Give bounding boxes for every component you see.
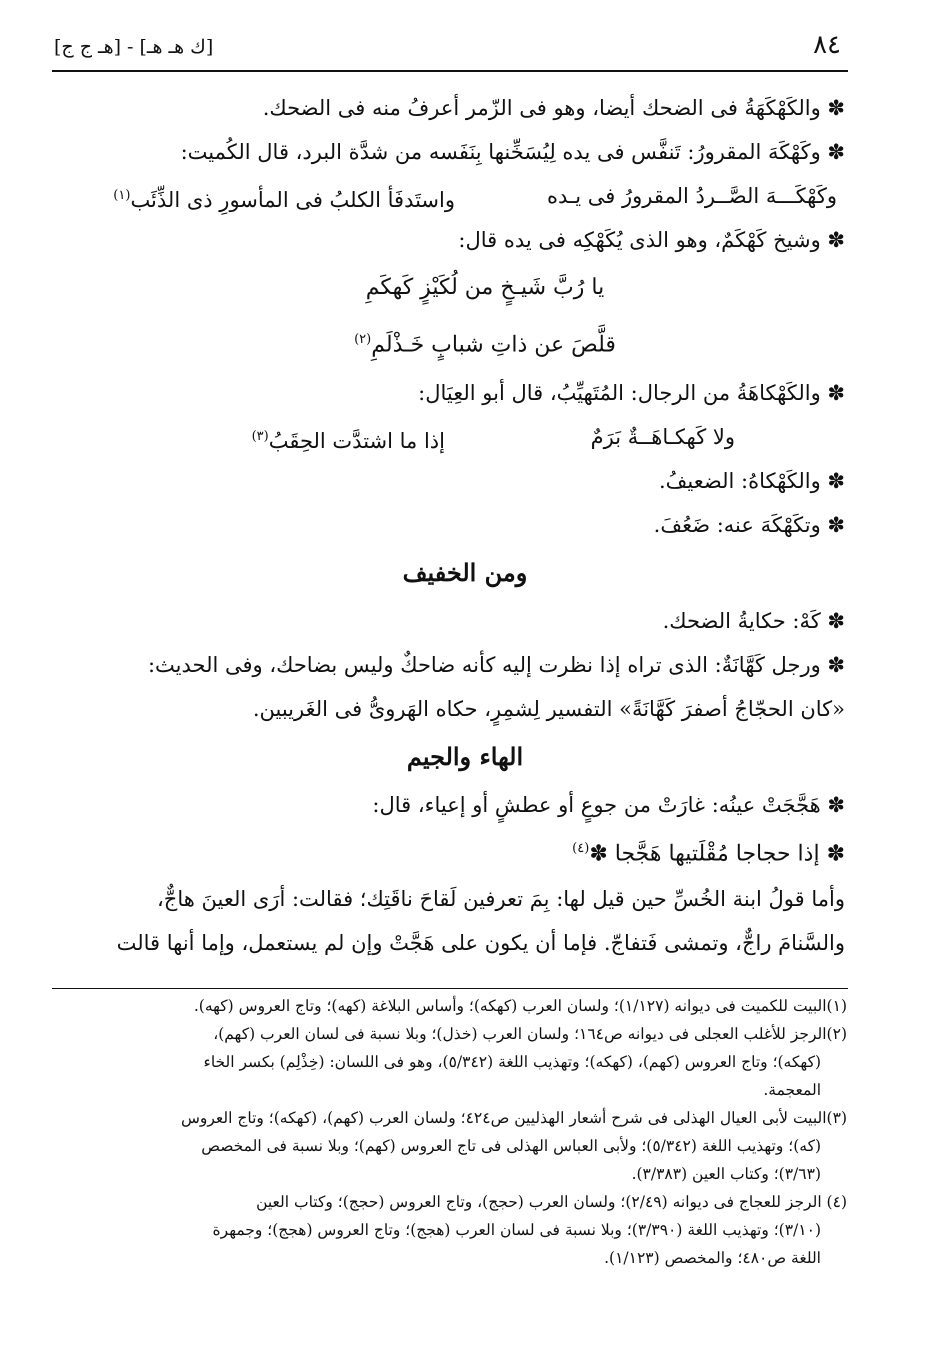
footnote-line: (كه)؛ وتهذيب اللغة (٥/٣٤٢)؛ ولأبى العباس الهذلى فى تاج العروس (كهم)؛ وبلا نسبة فى المخصص [201,1137,821,1155]
verse-line [85,415,845,459]
entry-line: ✽ والكَهْكاهَةُ من الرجال: المُتَهيِّبُ، قال أبو العِيَال: [418,381,845,406]
hemistich-text: إذا ما اشتدَّت الحِقَبُ [268,429,445,454]
footnote-line: (٤) الرجز للعجاج فى ديوانه (٢/٤٩)؛ ولسان العرب (حجج)، وتاج العروس (حجج)؛ وكتاب العين [256,1193,847,1211]
footnote-marker: (٢) [354,332,372,347]
footnote-line: اللغة ص٤٨٠؛ والمخصص (١/١٢٣). [604,1249,821,1267]
footnote [85,1020,847,1104]
entry-line: ✽ والكَهْكَهَةُ فى الضحك أيضا، وهو فى الزّمر أعرفُ منه فى الضحك. [262,96,845,120]
section-heading: ومن الخفيف [402,558,528,588]
hemistich-text: واستَدفَأ الكلبُ فى المأسورِ ذى الذِّئَب [130,188,455,212]
footnote [85,1104,847,1188]
footnote-marker: (٣) [251,429,269,445]
poem-line [85,827,845,876]
verse-first-hemistich: ولا كَهكـاهَــةٌ بَرَمٌ [590,425,735,450]
entry-line: ✽ هَجَّجَتْ عينُه: غارَتْ من جوعٍ أو عطشٍ أو إعياء، قال: [372,793,845,818]
page-number: ٨٤ [813,30,841,60]
entry-line: ✽ وكَهْكَهَ المقرورُ: تَنفَّس فى يده لِيُسَخِّنها بِنَفَسه من شدَّة البرد، قال الكُميت: [180,140,845,164]
entry-line: «كان الحجّاجُ أصفرَ كَهَّانَةً» التفسير لِشمِرٍ، حكاه الهَروىُّ فى الغَريبين. [252,697,845,722]
footnote-line: (١)البيت للكميت فى ديوانه (١/١٢٧)؛ ولسان العرب (كهكه)؛ وأساس البلاغة (كهه)؛ وتاج العروس (كهه). [193,997,847,1015]
poem-text: ✽ إذا حجاجا مُقْلَتيها هَجَّجا ✽ [589,841,845,867]
footnote-line: (٣/٦٣)؛ وكتاب العين (٣/٣٨٣). [631,1165,821,1183]
entry-line: ✽ وتكَهْكَهَ عنه: ضَعُفَ. [653,513,845,538]
entry-line: وأما قولُ ابنة الخُسِّ حين قيل لها: بِمَ تعرفين لَقاحَ ناقَتِك؛ فقالت: أرَى العينَ هاجٌّ، [157,886,845,911]
footnote-marker: (١) [113,188,131,203]
footnote [85,1188,847,1272]
poem-text: قلَّصَ عن ذاتِ شبابٍ خَـذْلَمِ [371,332,616,358]
main-text [85,86,845,965]
verse-second-hemistich [113,174,455,222]
poem-line [85,314,845,371]
footnote-line: (٣/١٠)؛ وتهذيب اللغة (٣/٣٩٠)؛ وبلا نسبة فى لسان العرب (هجج)؛ وتاج العروس (هجج)؛ وجمهرة [212,1221,821,1239]
entry-line: ✽ ورجل كَهَّانَةٌ: الذى تراه إذا نظرت إليه كأنه ضاحكٌ وليس بضاحك، وفى الحديث: [147,653,845,678]
header-rule [52,70,848,72]
footnote-rule [52,988,848,989]
entry-line: ✽ كَهْ: حكايةُ الضحك. [662,609,845,634]
footnote-line: (كهكه)؛ وتاج العروس (كهم)، (كهكه)؛ وتهذيب اللغة (٥/٣٤٢)، وهو فى اللسان: (خِذْلِم) بكسر الخاء [203,1053,821,1071]
footnote-line: (٢)الرجز للأغلب العجلى فى ديوانه ص١٦٤؛ ولسان العرب (خذل)؛ وبلا نسبة فى لسان العرب (كهم)، [213,1025,847,1043]
entry-line: ✽ وشيخ كَهْكَمٌ، وهو الذى يُكَهْكِه فى يده قال: [458,228,845,252]
verse-second-hemistich [252,415,445,463]
verse-first-hemistich: وكَهْكَـــهَ الصَّــردُ المقرورُ فى يـده [547,184,837,208]
entry-line: والسَّنامَ راجٌّ، وتمشى فَتفاجّ. فإما أن يكون على هَجَّتْ وإن لم يستعمل، وإما أنها قالت [116,930,845,955]
section-heading: الهاء والجيم [406,742,524,772]
entry-range: [ك هـ هـ] - [هـ ج ج] [54,36,214,58]
footnotes [85,992,847,1272]
entry-line: ✽ والكَهْكاهُ: الضعيفُ. [659,469,845,494]
footnote-marker: (٤) [572,841,590,857]
footnote-line: (٣)البيت لأبى العيال الهذلى فى شرح أشعار الهذليين ص٤٢٤؛ ولسان العرب (كهم)، (كهكه)؛ وتاج العروس [180,1109,847,1127]
footnote-line: المعجمة. [763,1081,821,1099]
verse-line [85,174,845,218]
poem-line: يا رُبَّ شَيـخٍ من لُكَيْزٍ كَهكَمِ [365,275,605,300]
footnote [85,992,847,1020]
